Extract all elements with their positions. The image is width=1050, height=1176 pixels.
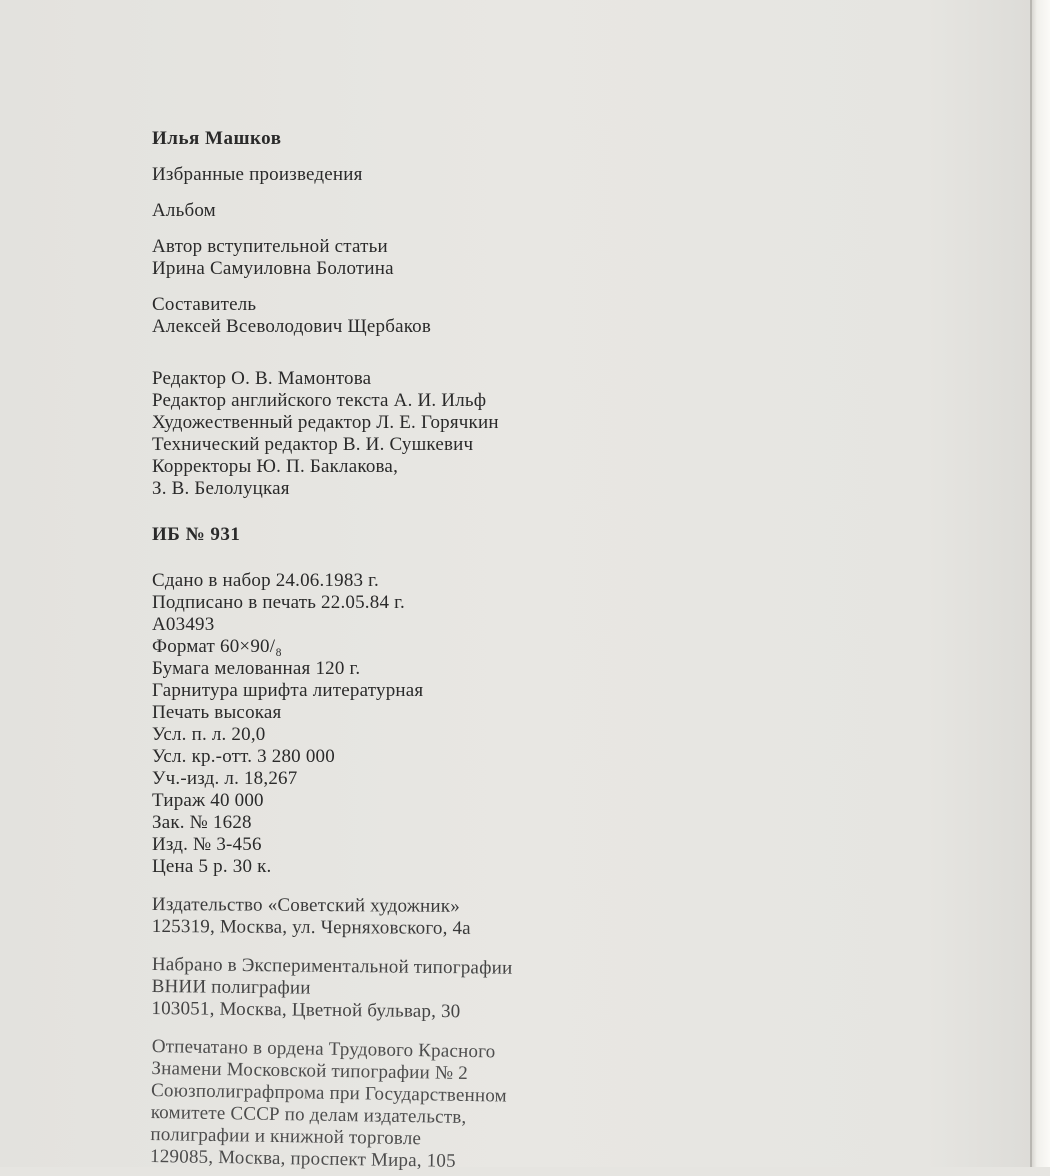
editors-block bbox=[152, 368, 672, 500]
editor-line: Художественный редактор Л. Е. Горячкин bbox=[152, 412, 499, 433]
printed-line: полиграфии и книжной торговле bbox=[150, 1123, 422, 1150]
genre-block bbox=[152, 200, 672, 222]
imprint-line: Изд. № 3-456 bbox=[152, 834, 262, 855]
printed-line: 129085, Москва, проспект Мира, 105 bbox=[149, 1145, 456, 1172]
compiler-block bbox=[152, 294, 672, 338]
intro-author-block bbox=[152, 236, 672, 280]
imprint-line: Зак. № 1628 bbox=[152, 812, 252, 833]
editor-line: Редактор английского текста А. И. Ильф bbox=[152, 390, 487, 411]
editor-line: Технический редактор В. И. Сушкевич bbox=[152, 434, 474, 455]
title-block bbox=[152, 164, 672, 186]
printed-line: Отпечатано в ордена Трудового Красного bbox=[151, 1036, 496, 1063]
ib-number: ИБ № 931 bbox=[152, 524, 241, 545]
publisher-line: 125319, Москва, ул. Черняховского, 4а bbox=[151, 915, 471, 939]
typeset-line: ВНИИ полиграфии bbox=[151, 975, 311, 999]
author-block bbox=[152, 128, 672, 150]
imprint-line: Усл. п. л. 20,0 bbox=[152, 724, 266, 745]
compiler-name: Алексей Всеволодович Щербаков bbox=[152, 316, 432, 337]
imprint-block bbox=[152, 570, 672, 878]
ib-block bbox=[152, 524, 672, 546]
typeset-line: Набрано в Экспериментальной типографии bbox=[151, 954, 513, 979]
publisher-line: Издательство «Советский художник» bbox=[151, 894, 461, 917]
typeset-block bbox=[151, 954, 672, 1025]
page-edge bbox=[1030, 0, 1050, 1167]
printed-line: Знамени Московской типографии № 2 bbox=[151, 1057, 469, 1084]
typeset-line: 103051, Москва, Цветной бульвар, 30 bbox=[151, 997, 461, 1023]
editor-line: З. В. Белолуцкая bbox=[152, 478, 290, 499]
imprint-line: Тираж 40 000 bbox=[152, 790, 264, 811]
colophon bbox=[149, 128, 672, 1172]
imprint-line: Гарнитура шрифта литературная bbox=[152, 680, 424, 701]
intro-author-name: Ирина Самуиловна Болотина bbox=[152, 258, 394, 279]
imprint-line: Сдано в набор 24.06.1983 г. bbox=[152, 570, 379, 591]
imprint-line: Усл. кр.-отт. 3 280 000 bbox=[152, 746, 335, 767]
editor-line: Корректоры Ю. П. Баклакова, bbox=[152, 456, 399, 477]
imprint-line: Бумага мелованная 120 г. bbox=[152, 658, 361, 679]
page-edge-line bbox=[1030, 0, 1032, 1167]
imprint-line: Подписано в печать 22.05.84 г. bbox=[152, 592, 405, 613]
imprint-line: Уч.-изд. л. 18,267 bbox=[152, 768, 298, 789]
imprint-line: Формат 60×90/₈ bbox=[152, 636, 283, 657]
publisher-block bbox=[152, 894, 672, 941]
printed-line: комитете СССР по делам издательств, bbox=[150, 1101, 467, 1128]
printed-block bbox=[150, 1036, 672, 1176]
book-genre: Альбом bbox=[152, 200, 216, 221]
editor-line: Редактор О. В. Мамонтова bbox=[152, 368, 372, 389]
imprint-line: Цена 5 р. 30 к. bbox=[152, 856, 272, 877]
intro-author-role: Автор вступительной статьи bbox=[152, 236, 388, 257]
author-name: Илья Машков bbox=[152, 128, 282, 149]
imprint-line: Печать высокая bbox=[152, 702, 282, 723]
printed-line: Союзполиграфпрома при Государственном bbox=[150, 1079, 508, 1107]
book-title: Избранные произведения bbox=[152, 164, 363, 185]
imprint-line: А03493 bbox=[152, 614, 215, 635]
compiler-role: Составитель bbox=[152, 294, 257, 315]
